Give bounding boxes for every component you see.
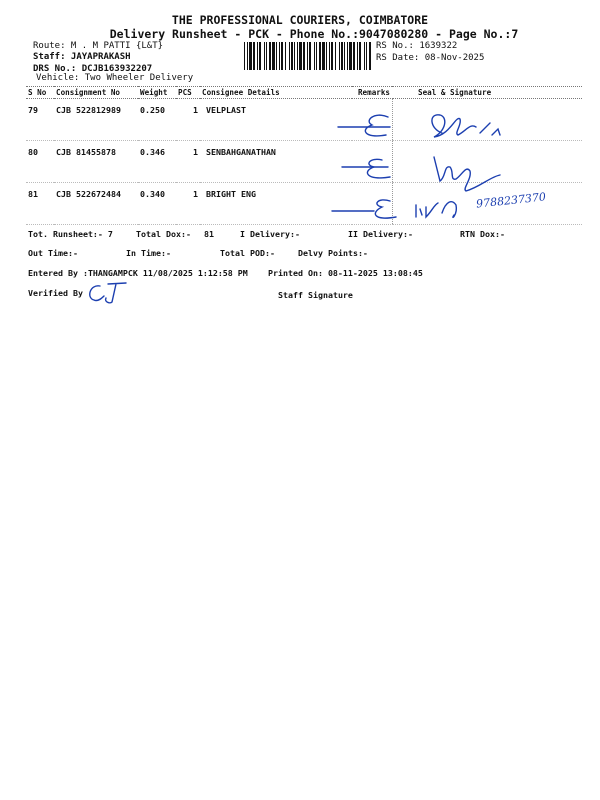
runsheet-subtitle: Delivery Runsheet - PCK - Phone No.:9047080280 - Page No.:7 [109, 27, 519, 41]
i-delivery: I Delivery:- [240, 229, 300, 239]
cell-weight: 0.340 [138, 183, 176, 225]
cell-weight: 0.250 [138, 99, 176, 141]
route-label: Route: M . M PATTI {L&T} [33, 41, 164, 51]
drs-number: DRS No.: DCJB163932207 [33, 64, 153, 74]
cell-pcs: 1 [176, 183, 200, 225]
cell-consignee: BRIGHT ENG [200, 183, 352, 225]
column-header: Weight [138, 87, 176, 99]
rs-date: RS Date: 08-Nov-2025 [376, 53, 485, 63]
cell-pcs: 1 [176, 99, 200, 141]
cell-signature [392, 99, 582, 141]
verifier-initials [84, 280, 134, 308]
page-title: THE PROFESSIONAL COURIERS, COIMBATORE [171, 13, 429, 27]
total-dox-value: 81 [204, 229, 214, 239]
ii-delivery: II Delivery:- [348, 229, 413, 239]
cell-sno: 81 [26, 183, 54, 225]
cell-sno: 79 [26, 99, 54, 141]
cell-pcs: 1 [176, 141, 200, 183]
table-row [26, 99, 582, 141]
cell-consignee: VELPLAST [200, 99, 352, 141]
column-header: PCS [176, 87, 200, 99]
column-header: Remarks [352, 87, 392, 99]
cell-consignment: CJB 81455878 [54, 141, 138, 183]
barcode [244, 42, 372, 70]
table-header-row [26, 87, 582, 99]
column-header: Consignment No [54, 87, 138, 99]
cell-consignment: CJB 522812989 [54, 99, 138, 141]
printed-on: Printed On: 08-11-2025 13:08:45 [268, 268, 423, 278]
rs-number: RS No.: 1639322 [376, 41, 458, 51]
staff-signature-label: Staff Signature [278, 290, 353, 300]
out-time: Out Time:- [28, 248, 78, 258]
entered-by: Entered By :THANGAMPCK 11/08/2025 1:12:58 PM [28, 268, 248, 278]
cell-remarks [352, 141, 392, 183]
vehicle-label: Vehicle: Two Wheeler Delivery [36, 73, 194, 83]
verified-by: Verified By [28, 288, 83, 298]
column-header: Consignee Details [200, 87, 352, 99]
cell-consignee: SENBAHGANATHAN [200, 141, 352, 183]
rtn-dox: RTN Dox:- [460, 229, 505, 239]
cell-remarks [352, 183, 392, 225]
total-pod: Total POD:- [220, 248, 275, 258]
cell-sno: 80 [26, 141, 54, 183]
cell-remarks [352, 99, 392, 141]
staff-label: Staff: JAYAPRAKASH [33, 52, 131, 62]
column-header: Seal & Signature [392, 87, 582, 99]
in-time: In Time:- [126, 248, 171, 258]
cell-signature [392, 141, 582, 183]
cell-weight: 0.346 [138, 141, 176, 183]
tot-runsheet: Tot. Runsheet:- 7 [28, 229, 113, 239]
delvy-points: Delvy Points:- [298, 248, 368, 258]
total-dox-label: Total Dox:- [136, 229, 191, 239]
column-header: S No [26, 87, 54, 99]
handwritten-phone-number: 9788237370 [475, 190, 547, 211]
cell-consignment: CJB 522672484 [54, 183, 138, 225]
table-row [26, 141, 582, 183]
